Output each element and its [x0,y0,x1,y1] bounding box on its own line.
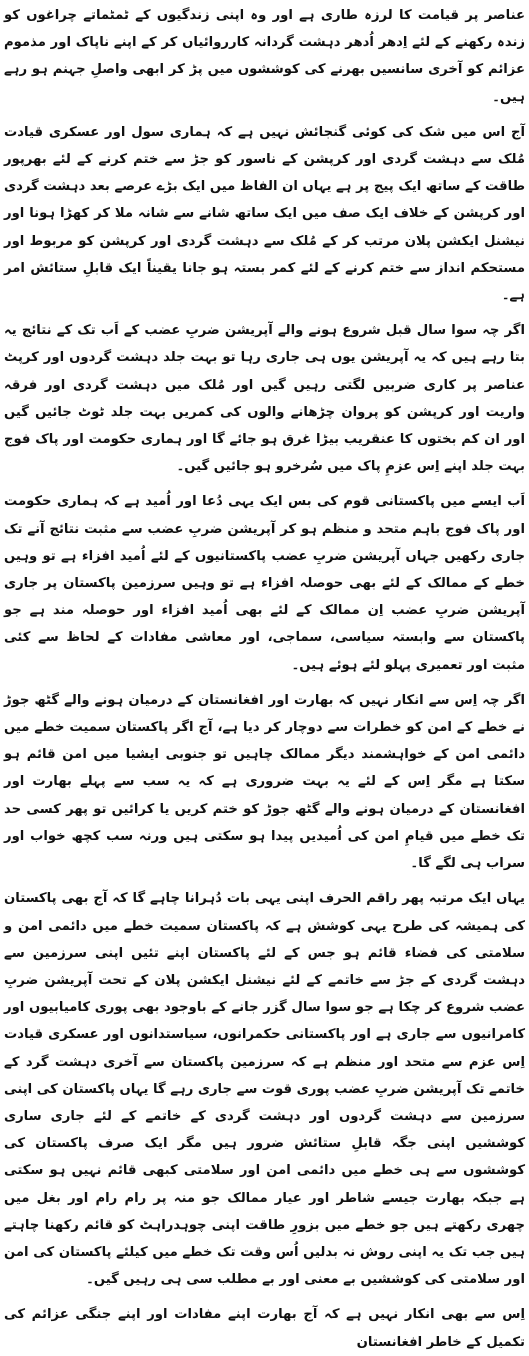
paragraph-4: اَب ایسے میں پاکستانی قوم کی بس ایک یہی دُعا اور اُمید ہے کہ ہماری حکومت اور پاک فوج باہم متحد و منظم ہو کر آپریشن ضربِ عضب سے مثبت نتائج آنے تک جاری رکھیں جہاں آپریشن ضربِ عضب پاکستانیوں کے لئے اُمید افزاء ہے تو وہیں خطے کے ممالک کے لئے بھی حوصلہ افزاء ہے تو وہیں سرزمین پاکستان پر جاری آپریشن ضربِ عضب اِن ممالک کے لئے بھی اُمید افزاء اور حوصلہ مند ہے جو پاکستان سے وابستہ سیاسی، سماجی، اور معاشی مفادات کے لحاظ سے کئی مثبت اور تعمیری پہلو لئے ہوئے ہیں۔ [4,494,525,673]
paragraph-3: اگر چہ سوا سال قبل شروع ہونے والے آپریشن ضربِ عضب کے اَب تک کے نتائج یہ بتا رہے ہیں کہ یہ آپریشن یوں ہی جاری رہا تو بہت جلد دہشت گردوں اور کرپٹ عناصر پر کاری ضربیں لگتی رہیں گیں اور مُلک میں دہشت گردی اور فرقہ واریت اور کرپشن کو پروان چڑھانے والوں کی کمریں بہت جلد ٹوٹ جائیں گیں اور ان کم بختوں کا عنقریب بیڑا غرق ہو جائے گا اور ہماری حکومت اور پاک فوج بہت جلد اپنے اِس عزمِ پاک میں سُرخرو ہو جائیں گیں۔ [4,323,525,475]
paragraph-1: عناصر پر قیامت کا لرزہ طاری ہے اور وہ اپنی زندگیوں کے ٹمٹماتے چراغوں کو زندہ رکھنے کے لئے اِدھر اُدھر دہشت گردانہ کارروائیاں کر کے اپنے ناپاک اور مذموم عزائم کو آخری سانسیں بھرنے کی کوششوں میں پڑ کر ابھی واصلِ جہنم ہو رہے ہیں۔ [4,8,525,105]
paragraph-7: اِس سے بھی انکار نہیں ہے کہ آج بھارت اپنے مفادات اور اپنے جنگی عزائم کی تکمیل کے خاطر افغانستان [4,1307,525,1350]
paragraph-5: اگر چہ اِس سے انکار نہیں کہ بھارت اور افغانستان کے درمیان ہونے والے گٹھ جوڑ نے خطے کے امن کو خطرات سے دوچار کر دیا ہے، آج اگر پاکستان سمیت خطے میں دائمی امن کے خواہشمند دیگر ممالک چاہیں تو جنوبی ایشیا میں امن قائم ہو سکتا ہے مگر اِس کے لئے یہ بہت ضروری ہے کہ یہ سب سے پہلے بھارت اور افغانستان کے درمیان ہونے والے گٹھ جوڑ کو ختم کریں یا کرائیں تو پھر کسی حد تک خطے میں قیامِ امن کی اُمیدیں پیدا ہو سکتی ہیں ورنہ سب کچھ خواب اور سراب ہی لگے گا۔ [4,692,525,872]
paragraph-6: یہاں ایک مرتبہ پھر راقم الحرف اپنی یہی بات دُہرانا چاہے گا کہ آج بھی پاکستان کی ہمیشہ کی طرح یہی کوشش ہے کہ پاکستان سمیت خطے میں دائمی امن و سلامتی کی فضاء قائم ہو جس کے لئے پاکستان اپنے تئیں اپنی سرزمین سے دہشت گردی کے جڑ سے خاتمے کے لئے نیشنل ایکشن پلان کے تحت آپریشن ضربِ عضب شروع کر چکا ہے جو سوا سال گزر جانے کے باوجود بھی پوری کامیابیوں اور کامرانیوں سے جاری ہے اور پاکستانی حکمرانوں، سیاستدانوں اور عسکری قیادت اِس عزم سے متحد اور منظم ہے کہ سرزمین پاکستان سے آخری دہشت گرد کے خاتمے تک آپریشن ضربِ عضب پوری قوت سے جاری رہے گا یہاں پاکستان کی اپنی سرزمین سے دہشت گردوں اور دہشت گردی کے خاتمے کے لئے جاری ساری کوششیں اپنی جگہ قابلِ ستائش ضرور ہیں مگر ایک صرف پاکستان کی کوششوں سے ہی خطے میں دائمی امن اور سلامتی کبھی قائم نہیں ہو سکتی ہے جبکہ بھارت جیسے شاطر اور عیار ممالک جو منہ پر رام رام اور بغل میں چھری رکھتے ہیں جو خطے میں بزورِ طاقت اپنی چوہدراہٹ کو قائم رکھنا چاہتے ہیں جب تک یہ اپنی روش نہ بدلیں اُس وقت تک خطے میں کیلئے پاکستان کی امن اور سلامتی کی کوششیں بے معنی اور بے مطلب سی ہی رہیں گیں۔ [3,891,525,1288]
paragraph-2: آج اس میں شک کی کوئی گنجائش نہیں ہے کہ ہماری سول اور عسکری قیادت مُلک سے دہشت گردی اور کرپشن کے ناسور کو جڑ سے ختم کرنے کے لئے بھرپور طاقت کے ساتھ ایک پیج پر ہے یہاں ان الفاظ میں ایک بڑے عرصے بعد دہشت گردی اور کرپشن کے خلاف ایک صف میں ایک ساتھ شانے سے شانہ ملا کر کھڑا ہونا اور نیشنل ایکشن پلان مرتب کر کے مُلک سے دہشت گردی اور کرپشن کو مربوط اور مستحکم انداز سے ختم کرنے کے لئے کمر بستہ ہو جانا یقیناً ایک قابلِ ستائش امر ہے۔ [4,124,525,304]
